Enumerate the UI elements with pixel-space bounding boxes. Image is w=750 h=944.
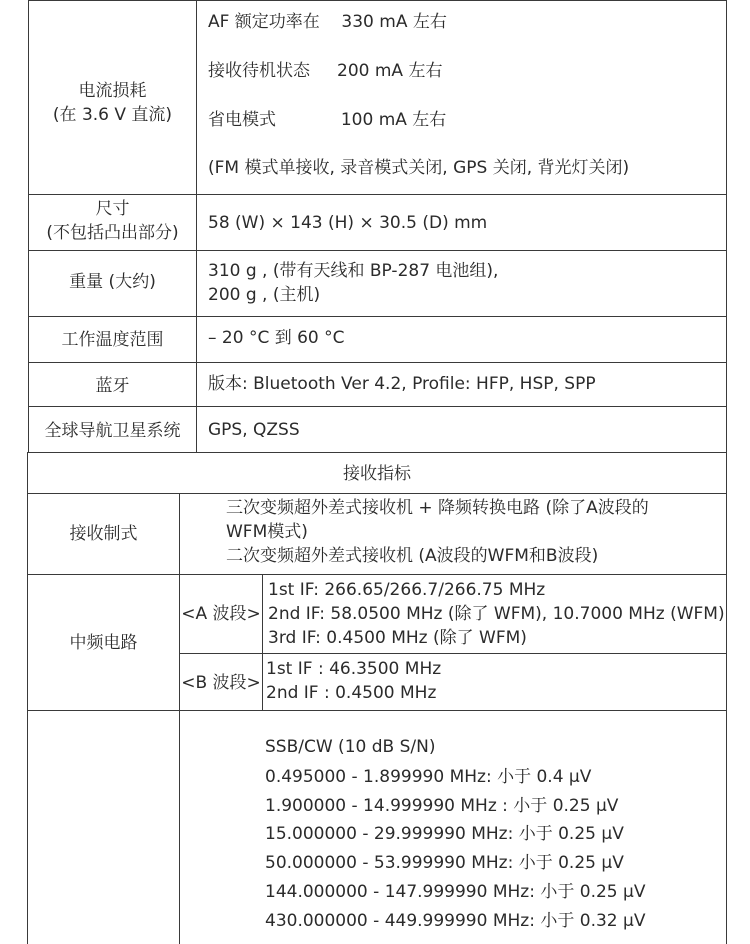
row-divider <box>27 574 727 575</box>
temperature-value: – 20 °C 到 60 °C <box>208 328 345 348</box>
sensitivity-line: 0.495000 - 1.899990 MHz: 小于 0.4 µV <box>265 767 592 787</box>
row-divider <box>27 493 727 494</box>
band-a-label: <A 波段> <box>181 604 261 624</box>
band-b-if-line: 1st IF : 46.3500 MHz <box>266 659 442 679</box>
size-label <box>29 197 196 245</box>
column-divider <box>196 0 197 452</box>
row-divider <box>28 0 727 1</box>
weight-value <box>208 259 498 307</box>
sensitivity-line: 1.900000 - 14.999990 MHz : 小于 0.25 µV <box>265 795 619 816</box>
band-a-if-values <box>268 578 725 650</box>
table-border-right <box>726 0 727 944</box>
receiver-system-label: 接收制式 <box>69 524 138 544</box>
if-circuit-label: 中频电路 <box>69 633 138 653</box>
current-label <box>29 79 196 127</box>
row-divider <box>28 316 727 317</box>
bluetooth-label: 蓝牙 <box>95 376 130 396</box>
sensitivity-line: 50.000000 - 53.999990 MHz: 小于 0.25 µV <box>265 853 624 874</box>
sensitivity-values <box>265 763 645 935</box>
band-b-if-values <box>266 657 441 705</box>
receiver-system-line2: WFM模式) <box>226 522 308 542</box>
row-divider <box>28 452 727 453</box>
temperature-label: 工作温度范围 <box>61 330 164 350</box>
receiver-system-line3: 二次变频超外差式接收机 (A波段的WFM和B波段) <box>226 546 599 566</box>
row-divider <box>27 710 727 711</box>
row-divider <box>28 362 727 363</box>
size-label-line2: (不包括凸出部分) <box>46 223 179 243</box>
size-label-line1: 尺寸 <box>95 199 130 219</box>
row-divider <box>179 653 727 654</box>
current-note: (FM 模式单接收, 录音模式关闭, GPS 关闭, 背光灯关闭) <box>208 158 630 178</box>
band-b-if-line: 2nd IF : 0.4500 MHz <box>266 683 437 703</box>
row-divider <box>28 194 727 195</box>
column-divider <box>262 574 263 710</box>
band-a-if-line: 1st IF: 266.65/266.7/266.75 MHz <box>268 580 546 600</box>
row-divider <box>28 250 727 251</box>
weight-label: 重量 (大约) <box>69 272 156 292</box>
size-value: 58 (W) × 143 (H) × 30.5 (D) mm <box>208 213 488 233</box>
gnss-label: 全球导航卫星系统 <box>44 421 181 441</box>
receiver-section-title: 接收指标 <box>343 464 411 484</box>
current-label-line1: 电流损耗 <box>78 81 147 101</box>
row-divider <box>28 406 727 407</box>
current-label-line2: (在 3.6 V 直流) <box>52 105 173 125</box>
sensitivity-heading: SSB/CW (10 dB S/N) <box>265 737 436 757</box>
bluetooth-value: 版本: Bluetooth Ver 4.2, Profile: HFP, HSP, SPP <box>208 374 596 394</box>
sensitivity-line: 15.000000 - 29.999990 MHz: 小于 0.25 µV <box>265 824 624 845</box>
gnss-value: GPS, QZSS <box>208 420 300 440</box>
band-b-label: <B 波段> <box>181 673 261 693</box>
sensitivity-line: 144.000000 - 147.999990 MHz: 小于 0.25 µV <box>265 881 646 902</box>
weight-line2: 200 g , (主机) <box>208 285 321 305</box>
band-a-if-line: 2nd IF: 58.0500 MHz (除了 WFM), 10.7000 MHz (WFM) <box>268 604 725 624</box>
band-a-if-line: 3rd IF: 0.4500 MHz (除了 WFM) <box>268 628 527 648</box>
current-af-value: AF 额定功率在 330 mA 左右 <box>208 12 447 32</box>
weight-line1: 310 g , (带有天线和 BP-287 电池组), <box>208 261 499 281</box>
current-saving-value: 省电模式 100 mA 左右 <box>208 110 447 130</box>
current-standby-value: 接收待机状态 200 mA 左右 <box>208 61 443 81</box>
receiver-system-value <box>226 496 649 568</box>
sensitivity-line: 430.000000 - 449.999990 MHz: 小于 0.32 µV <box>265 910 646 931</box>
column-divider <box>179 493 180 944</box>
receiver-system-line1: 三次变频超外差式接收机 + 降频转换电路 (除了A波段的 <box>226 498 649 518</box>
